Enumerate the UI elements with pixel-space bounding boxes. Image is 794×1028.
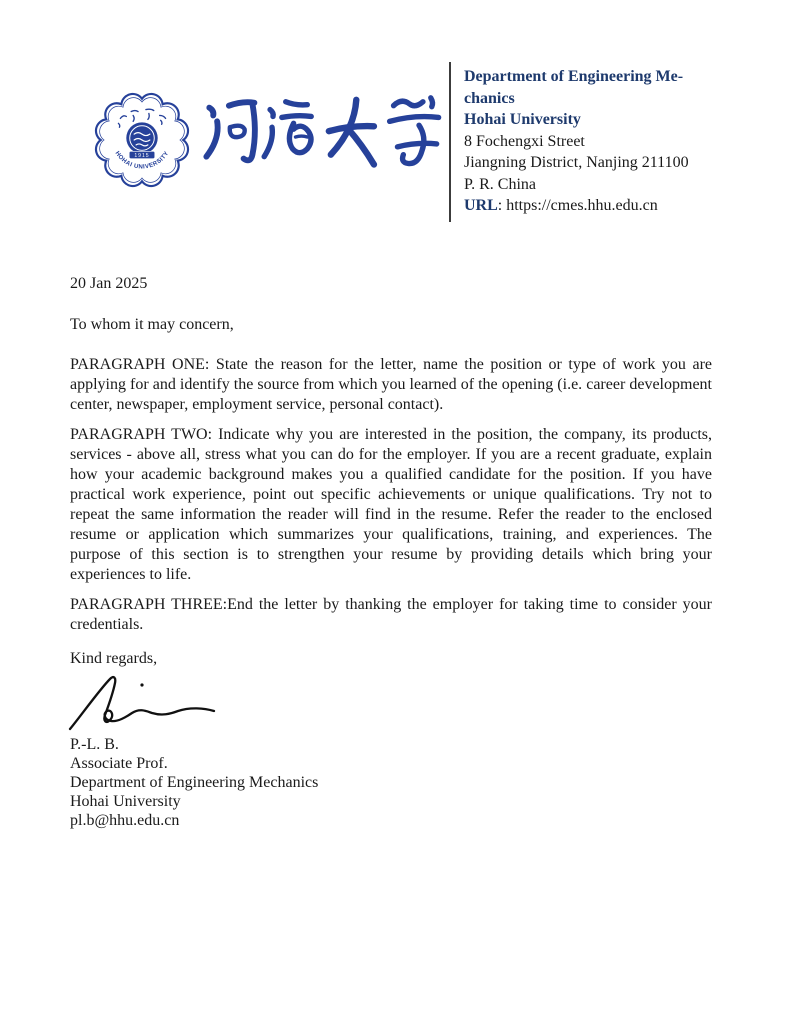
- seal-emblem-disc: [126, 122, 157, 153]
- paragraph-one: PARAGRAPH ONE: State the reason for the letter, name the position or type of work you are applying for and identify the source from which you learned of the opening (i.e. career development center, newspaper, employment service, personal contact).: [70, 356, 712, 413]
- sender-email: pl.b@hhu.edu.cn: [70, 812, 180, 829]
- sender-name: P.-L. B.: [70, 736, 119, 753]
- letterhead: [0, 0, 794, 230]
- country: P. R. China: [464, 175, 537, 193]
- hohai-university-seal-icon: [88, 86, 196, 194]
- department-name-line2: chanics: [464, 89, 515, 107]
- street-address: 8 Fochengxi Street: [464, 132, 585, 150]
- letter-content: [0, 230, 794, 830]
- handwritten-signature: [66, 673, 712, 733]
- calligraphy-hohai-university-icon: [198, 90, 446, 188]
- url-label: URL: [464, 197, 498, 214]
- city-address: Jiangning District, Nanjing 211100: [464, 154, 689, 171]
- url-line: [464, 195, 716, 217]
- paragraph-three: PARAGRAPH THREE:End the letter by thanking the employer for taking time to consider your credentials.: [70, 596, 712, 633]
- signature-icon: [66, 673, 221, 733]
- letterhead-divider-rule: [449, 62, 451, 222]
- paragraph-two: PARAGRAPH TWO: Indicate why you are interested in the position, the company, its products, services - above all, stress what you can do for the employer. If you are a recent graduate, explain how your academic background makes you a qualified candidate for the position. If you have practical work experience, point out specific achievements or unique qualifications. Try not to repeat the same information the reader will find in the resume. Refer the reader to the enclosed resume or application which summarizes your qualifications, training, and experiences. The purpose of this section is to strengthen your resume by providing details which bring your experiences to life.: [70, 426, 712, 583]
- letter-date: 20 Jan 2025: [70, 275, 148, 292]
- sender-department: Department of Engineering Mechanics: [70, 774, 319, 791]
- seal-bottom-text: HOHAI UNIVERSITY: [113, 149, 171, 171]
- department-name-line1: Department of Engineering Me-: [464, 68, 684, 85]
- letterhead-address: [464, 66, 716, 217]
- seal-year: 1915: [134, 153, 150, 160]
- sender-university: Hohai University: [70, 793, 181, 810]
- sender-title: Associate Prof.: [70, 755, 168, 772]
- url-value: : https://cmes.hhu.edu.cn: [497, 197, 658, 214]
- signature-block: [70, 735, 712, 830]
- salutation: To whom it may concern,: [70, 316, 234, 333]
- closing-phrase: Kind regards,: [70, 650, 158, 667]
- university-name: Hohai University: [464, 111, 581, 128]
